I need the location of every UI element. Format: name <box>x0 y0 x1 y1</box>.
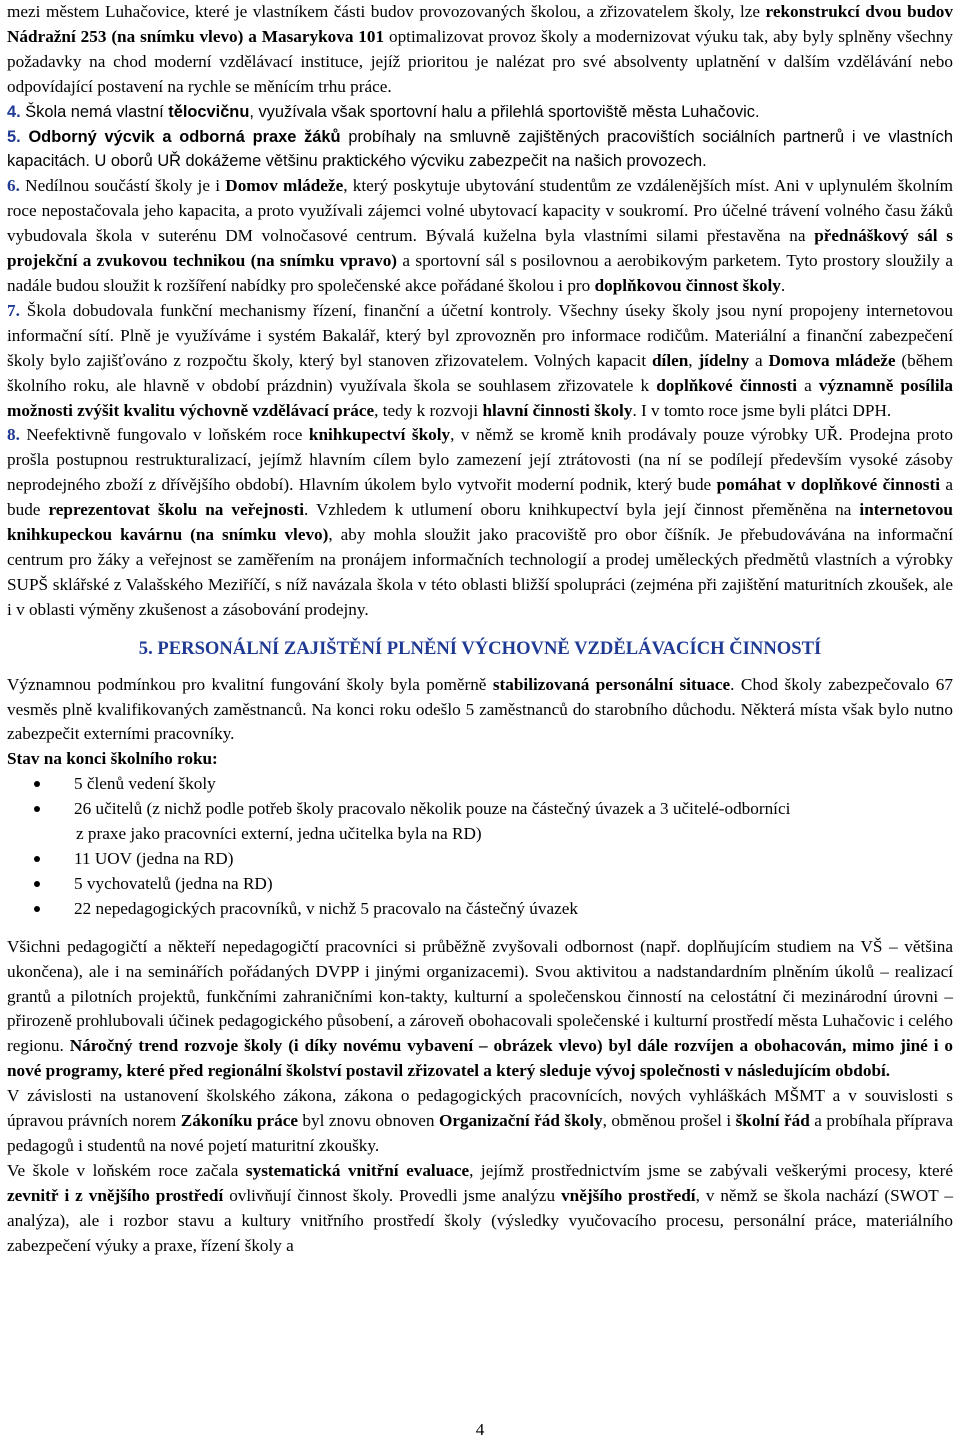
bold-text: knihkupectví školy <box>308 425 451 445</box>
bold-text: Domov mládeže <box>225 176 344 196</box>
list-item-text: 5 vychovatelů (jedna na RD) <box>74 873 273 893</box>
text: , jejímž prostřednictvím jsme se zabývali veškerými procesy, které <box>469 1160 953 1180</box>
text: probíhaly na smluvně zajištěných pracovištích sociálních partnerů i ve vlastních kapacitách. U oborů UŘ dokážeme většinu praktického výcviku zabezpečit na našich provozech. <box>7 127 953 171</box>
text: Neefektivně fungovalo v loňském roce <box>19 425 309 445</box>
list-item-text: 11 UOV (jedna na RD) <box>74 849 234 868</box>
bold-text: rekonstrukcí dvou budov Nádražní 253 (na snímku vlevo) a Masarykova 101 <box>7 2 953 46</box>
staff-list <box>7 772 953 921</box>
document-page <box>7 0 953 1259</box>
text: . <box>780 275 786 295</box>
bullet-icon <box>34 881 40 887</box>
item-4-paragraph <box>7 100 953 125</box>
item-6-paragraph <box>7 174 953 299</box>
text: , využívala však sportovní halu a přilehlá sportoviště města Luhačovic. <box>249 102 760 121</box>
bold-text: reprezentovat školu na veřejnosti <box>48 500 304 520</box>
bold-text: internetovou knihkupeckou kavárnu (na snímku vlevo) <box>7 500 953 545</box>
text: ovlivňují činnost školy. Provedli jsme analýzu <box>223 1185 562 1205</box>
bold-text: zevnitř i z vnějšího prostředí <box>7 1185 224 1205</box>
item-number: 7. <box>7 300 20 320</box>
bullet-icon <box>34 781 40 787</box>
text: , tedy k rozvoji <box>374 400 483 420</box>
text: , který poskytuje ubytování studentům ze vzdálenějších míst. Ani v uplynulém školním roce nepostačovala jeho kapacita, a proto využívali zájemci volné ubytovací kapacity v soukromí. Pro účelné trávení volného času žáků vybudovala škola v suterénu DM volnočasové centrum. Bývalá kuželna byla vlastními silami přestavěna na <box>7 176 953 246</box>
bold-text: jídelny <box>698 350 750 370</box>
text: a probíhala příprava pedagogů i studentů na nové pojetí maturitní zkoušky. <box>7 1111 953 1155</box>
list-item-text: 22 nepedagogických pracovníků, v nichž 5 pracovalo na částečný úvazek <box>74 898 578 918</box>
text: , obměnou prošel i <box>602 1111 736 1131</box>
text: Škola dobudovala funkční mechanismy řízení, finanční a účetní kontroly. Všechny úseky školy jsou nyní propojeny internetovou informační sítí. Plně je využíváme i systém Bakalář, který byl zprovozněn pro informace rodičům. Materiální a finanční zabezpečení školy bylo zajišťováno z rozpočtu školy, který byl stanoven zřizovatelem. Volných kapacit <box>7 300 953 370</box>
list-item <box>7 897 953 922</box>
text: Významnou podmínkou pro kvalitní fungování školy byla poměrně <box>7 674 493 694</box>
bold-text: Zákoníku práce <box>180 1111 298 1131</box>
bold-text: významně posílila možnosti zvýšit kvalitu výchovně vzdělávací práce <box>7 375 953 420</box>
text: Všichni pedagogičtí a někteří nepedagogičtí pracovníci si průběžně zvyšovali odbornost (např. doplňujícím studiem na VŠ – většina ukončena), ale i na seminářích pořádaných DVPP i jinými organizacemi). Svou aktivitou a nadstandardním plněním úkolů – realizací grantů a pilotních projektů, funkčními zahraničními kon-takty, kulturní a společenskou činností na celostátní či mezinárodní úrovni – přirozeně prohlubovali účinek pedagogického působení, a zároveň obohacovali společenské i kulturní prostředí města Luhačovic i celého regionu. <box>7 936 953 1056</box>
list-item-continuation <box>7 822 953 847</box>
page-number: 4 <box>475 1420 485 1439</box>
list-item-text: 5 členů vedení školy <box>74 774 216 794</box>
bold-text: systematická vnitřní evaluace <box>245 1160 470 1180</box>
list-item <box>7 847 953 872</box>
text: (během školního roku, ale hlavně v období prázdnin) využívala škola se souhlasem zřizovatele k <box>7 350 953 395</box>
law-paragraph <box>7 1084 953 1159</box>
text: . Vzhledem k utlumení oboru knihkupectví byla její činnost přeměněna na <box>303 500 860 520</box>
text: . I v tomto roce jsme byli plátci DPH. <box>632 400 892 420</box>
text: byl znovu obnoven <box>297 1111 439 1131</box>
text: Škola nemá vlastní <box>20 102 169 121</box>
text: , aby mohla sloužit jako pracoviště pro obor číšník. Je přebudovávána na informační centrum pro žáky a veřejnost se zaměřením na pronájem informačních technologií a prodej uměleckých předmětů vlastních a výrobky SUPŠ sklářské z Valašského Meziříčí, s níž navázala škola v této oblasti bližší spolupráci (zejména při zajištění maturitních zkoušek, ale i v oblasti výměny zkušenost a zásobování prodejny. <box>7 525 954 619</box>
bold-text: dílen <box>651 350 689 370</box>
list-item-text: 26 učitelů (z nichž podle potřeb školy pracovalo několik pouze na částečný úvazek a 3 učitelé-odborníci <box>74 799 791 819</box>
bold-text: školní řád <box>735 1111 810 1131</box>
bullet-icon <box>34 906 40 912</box>
bold-text: tělocvičnu <box>168 102 250 121</box>
item-number: 5. <box>7 127 21 146</box>
evaluation-paragraph <box>7 1159 953 1259</box>
text: , v němž se kromě knih prodávaly pouze výrobky UŘ. Prodejna proto prošla postupnou restrukturalizací, jejímž hlavním cílem bylo zamezení její ztrátovosti (na ní se podílejí především vysoké zásoby neprodejného zboží z dřívějšího období). Hlavním úkolem bylo vytvořit moderní podnik, který bude <box>7 425 953 495</box>
bold-text: doplňkové činnosti <box>656 375 798 395</box>
bullet-icon <box>34 856 40 862</box>
bold-text: pomáhat v doplňkové činnosti <box>716 475 940 495</box>
bold-text: Organizační řád školy <box>439 1111 603 1131</box>
list-item <box>7 797 953 822</box>
bold-text: Stav na konci školního roku: <box>7 749 218 769</box>
list-item-text: z praxe jako pracovníci externí, jedna učitelka byla na RD) <box>76 824 482 844</box>
text: a bude <box>7 475 953 520</box>
teachers-paragraph <box>7 935 953 1084</box>
bold-text: Náročný trend rozvoje školy (i díky novému vybavení – obrázek vlevo) byl dále rozvíjen a obohacován, mimo jiné i o nové programy, které před regionální školství postavil zřizovatel a který sleduje vývoj společnosti v následujícím období. <box>7 1036 953 1081</box>
text: Ve škole v loňském roce začala <box>7 1160 246 1180</box>
intro-paragraph <box>7 0 953 100</box>
item-number: 8. <box>7 425 20 445</box>
text: , v němž se škola nachází (SWOT – analýza), ale i rozbor stavu a kultury vnitřního prostředí školy (výsledky vyučovacího procesu, personální práce, materiálního zabezpečení výuky a praxe, řízení školy a <box>7 1185 953 1255</box>
personal-paragraph <box>7 673 953 748</box>
bold-text: hlavní činnosti školy <box>482 400 633 420</box>
bullet-icon <box>34 806 40 812</box>
bold-text: vnějšího prostředí <box>561 1185 696 1205</box>
item-8-paragraph <box>7 423 953 622</box>
text: Nedílnou součástí školy je i <box>19 176 226 196</box>
list-item <box>7 872 953 897</box>
bold-text: přednáškový sál s projekční a zvukovou technikou (na snímku vpravo) <box>7 226 953 271</box>
bold-text: Odborný výcvik a odborná praxe žáků <box>20 127 341 146</box>
item-5-paragraph <box>7 125 953 175</box>
bold-text: stabilizovaná personální situace <box>492 674 731 694</box>
item-number: 4. <box>7 102 21 121</box>
text: . Chod školy zabezpečovalo 67 vesměs plně kvalifikovaných zaměstnanců. Na konci roku odešlo 5 zaměstnanců do starobního důchodu. Některá místa však bylo nutno zabezpečit externími pracovníky. <box>7 674 953 744</box>
text: , <box>688 350 699 370</box>
text: a sportovní sál s posilovnou a aerobikovým parketem. Tyto prostory sloužily a nadále budou sloužit k rozšíření nabídky pro společenské akce pořádané školou i pro <box>7 251 953 295</box>
bold-text: Domova mládeže <box>768 350 896 370</box>
item-7-paragraph <box>7 299 953 424</box>
text: optimalizovat provoz školy a modernizovat výuku tak, aby byly splněny všechny požadavky na chod moderní vzdělávací instituce, jejíž prioritou je nalézat pro své absolventy uplatnění v dalším vzdělávání nebo odpovídající postavení na rychle se měnícím trhu práce. <box>7 26 953 96</box>
bold-text: doplňkovou činnost školy <box>594 275 781 295</box>
list-item <box>7 772 953 797</box>
text: a <box>749 350 769 370</box>
item-number: 6. <box>7 176 20 196</box>
text: a <box>797 375 819 395</box>
status-title <box>7 747 953 772</box>
text: mezi městem Luhačovice, které je vlastníkem části budov provozovaných školou, a zřizovatelem školy, lze <box>7 2 766 21</box>
section-heading: 5. PERSONÁLNÍ ZAJIŠTĚNÍ PLNĚNÍ VÝCHOVNĚ VZDĚLÁVACÍCH ČINNOSTÍ <box>138 637 822 659</box>
text: V závislosti na ustanovení školského zákona, zákona o pedagogických pracovnících, nových vyhláškách MŠMT a v souvislosti s úpravou právních norem <box>7 1086 953 1131</box>
